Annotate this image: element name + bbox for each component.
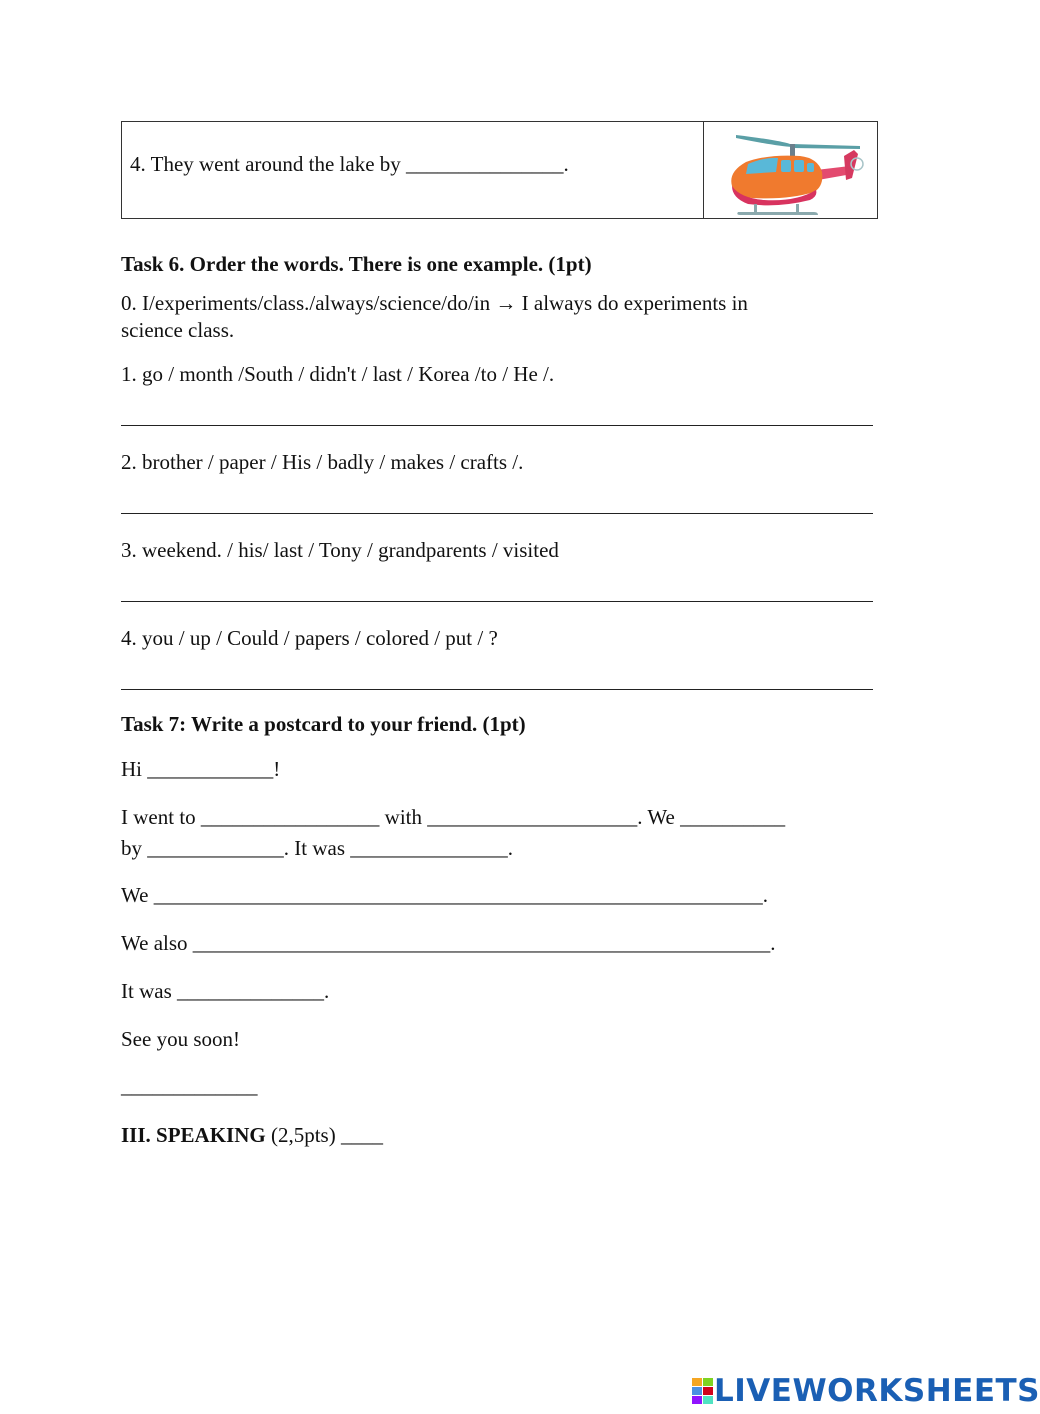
- postcard-line-we-also: We also _______________________________________________________.: [121, 931, 776, 955]
- speaking-label: III. SPEAKING: [121, 1123, 266, 1147]
- table-divider: [703, 122, 704, 218]
- task6-answer-line-4[interactable]: [121, 689, 873, 690]
- postcard-line-went-to: I went to _________________ with ____________________. We __________: [121, 805, 786, 829]
- task6-example-line1: 0. I/experiments/class./always/science/do/in → I always do experiments in: [121, 291, 748, 315]
- task6-item-1: 1. go / month /South / didn't / last / Korea /to / He /.: [121, 362, 555, 386]
- liveworksheets-logo-text: LIVEWORKSHEETS: [714, 1373, 1040, 1409]
- speaking-points: (2,5pts) ____: [265, 1123, 383, 1147]
- postcard-line-by: by _____________. It was _______________.: [121, 836, 513, 860]
- postcard-greeting: Hi ____________!: [121, 757, 281, 781]
- postcard-closing: See you soon!: [121, 1027, 240, 1051]
- task6-answer-line-1[interactable]: [121, 425, 873, 426]
- task6-item-2: 2. brother / paper / His / badly / makes / crafts /.: [121, 450, 524, 474]
- liveworksheets-logo-icon: [692, 1378, 714, 1404]
- postcard-signature-line: _____________: [121, 1074, 258, 1098]
- task6-item-4: 4. you / up / Could / papers / colored / put / ?: [121, 626, 498, 650]
- postcard-line-it-was: It was ______________.: [121, 979, 330, 1003]
- task6-answer-line-3[interactable]: [121, 601, 873, 602]
- postcard-line-we: We __________________________________________________________.: [121, 883, 768, 907]
- liveworksheets-logo[interactable]: [692, 1374, 1040, 1408]
- task6-item-3: 3. weekend. / his/ last / Tony / grandparents / visited: [121, 538, 559, 562]
- task6-example-line2: science class.: [121, 318, 235, 342]
- helicopter-icon: [718, 126, 868, 218]
- speaking-section: [121, 1121, 383, 1149]
- task6-answer-line-2[interactable]: [121, 513, 873, 514]
- task6-heading: Task 6. Order the words. There is one example. (1pt): [121, 252, 592, 276]
- question-4-text: 4. They went around the lake by _______________.: [130, 152, 569, 176]
- task7-heading: Task 7: Write a postcard to your friend. (1pt): [121, 712, 526, 736]
- question-4-table: [121, 121, 878, 219]
